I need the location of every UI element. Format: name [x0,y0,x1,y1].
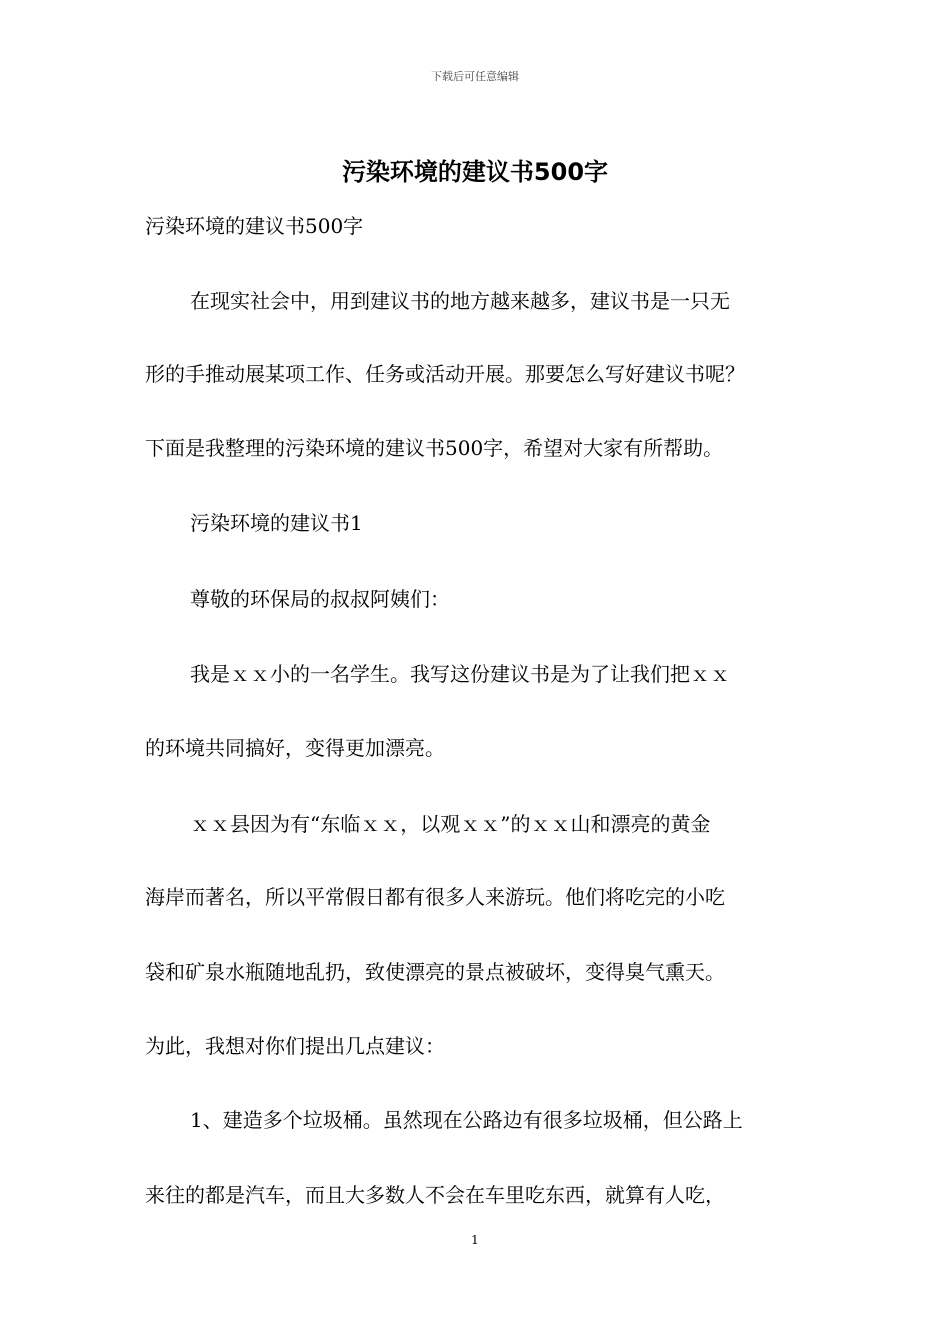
paragraph-line: 我是ｘｘ小的一名学生。我写这份建议书是为了让我们把ｘｘ [190,662,730,686]
document-title: 污染环境的建议书500字 [341,158,609,186]
section-heading: 污染环境的建议书1 [190,511,363,535]
paragraph-line: 在现实社会中，用到建议书的地方越来越多，建议书是一只无 [190,289,730,313]
header-note: 下载后可任意编辑 [431,70,519,83]
paragraph-line: 下面是我整理的污染环境的建议书500字，希望对大家有所帮助。 [145,436,724,460]
paragraph-line: 来往的都是汽车，而且大多数人不会在车里吃东西，就算有人吃， [145,1183,725,1207]
paragraph-line: 海岸而著名，所以平常假日都有很多人来游玩。他们将吃完的小吃 [145,885,725,909]
page-number: 1 [471,1233,479,1247]
paragraph-line: 形的手推动展某项工作、任务或活动开展。那要怎么写好建议书呢？ [145,362,745,386]
paragraph-line: ｘｘ县因为有“东临ｘｘ，以观ｘｘ”的ｘｘ山和漂亮的黄金 [190,812,711,836]
paragraph-line: 1、建造多个垃圾桶。虽然现在公路边有很多垃圾桶，但公路上 [190,1108,743,1132]
subtitle-line: 污染环境的建议书500字 [145,214,364,238]
paragraph-line: 的环境共同搞好，变得更加漂亮。 [145,736,445,760]
salutation-line: 尊敬的环保局的叔叔阿姨们： [190,587,450,611]
paragraph-line: 为此，我想对你们提出几点建议： [145,1034,445,1058]
paragraph-line: 袋和矿泉水瓶随地乱扔，致使漂亮的景点被破坏，变得臭气熏天。 [145,960,725,984]
